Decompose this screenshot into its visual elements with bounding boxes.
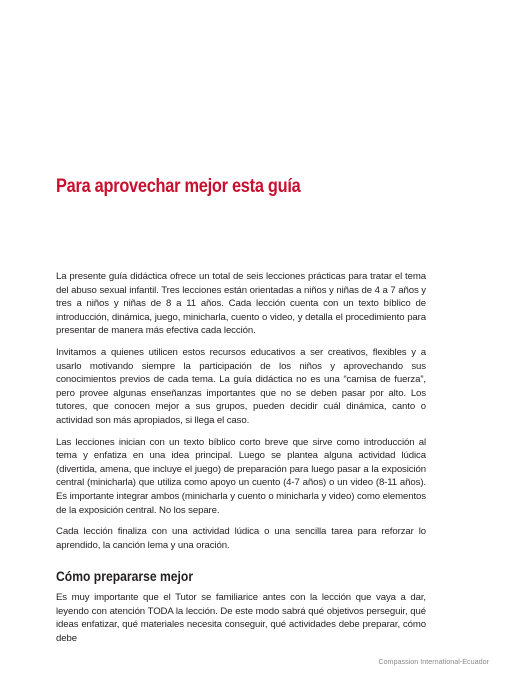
page-title: Para aprovechar mejor esta guía — [56, 176, 301, 197]
page-footer: Compassion International-Ecuador — [378, 657, 489, 666]
intro-text-block — [56, 270, 426, 560]
section-paragraph: Es muy importante que el Tutor se familiarice antes con la lección que vaya a dar, leyendo con atención TODA la lección. De este modo sabrá qué objetivos perseguir, qué ideas enfatizar, qué materiales necesita conseguir, qué actividades debe preparar, cómo debe — [56, 592, 426, 644]
intro-paragraph-3: Las lecciones inician con un texto bíblico corto breve que sirve como introducción al tema y enfatiza en una idea principal. Luego se plantea alguna actividad lúdica (divertida, amena, que incluye el juego) de preparación para luego pasar a la exposición central (minicharla) que utiliza como apoyo un cuento (4-7 años) o un video (8-11 años). Es importante integrar ambos (minicharla y cuento o minicharla y video) como elementos de la exposición central. No los separe. — [56, 436, 426, 516]
intro-paragraph-1: La presente guía didáctica ofrece un total de seis lecciones prácticas para tratar el tema del abuso sexual infantil. Tres lecciones están orientadas a niños y niñas de 4 a 7 años y tres a niños y niñas de 8 a 11 años. Cada lección cuenta con un texto bíblico de introducción, dinámica, juego, minicharla, cuento o video, y detalla el procedimiento para presentar de manera más efectiva cada lección. — [56, 271, 426, 337]
section-heading: Cómo prepararse mejor — [56, 569, 194, 584]
section-text-block — [56, 591, 426, 653]
intro-paragraph-4: Cada lección finaliza con una actividad lúdica o una sencilla tarea para reforzar lo aprendido, la canción lema y una oración. — [56, 526, 426, 551]
intro-paragraph-2: Invitamos a quienes utilicen estos recursos educativos a ser creativos, flexibles y a usarlo motivando siempre la participación de los niños y aprovechando sus conocimientos previos de cada tema. La guía didáctica no es una “camisa de fuerza”, pero provee algunas enseñanzas importantes que no se deben pasar por alto. Los tutores, que conocen mejor a sus grupos, pueden decidir cuál dinámica, canto o actividad son más apropiados, si llega el caso. — [56, 346, 426, 426]
